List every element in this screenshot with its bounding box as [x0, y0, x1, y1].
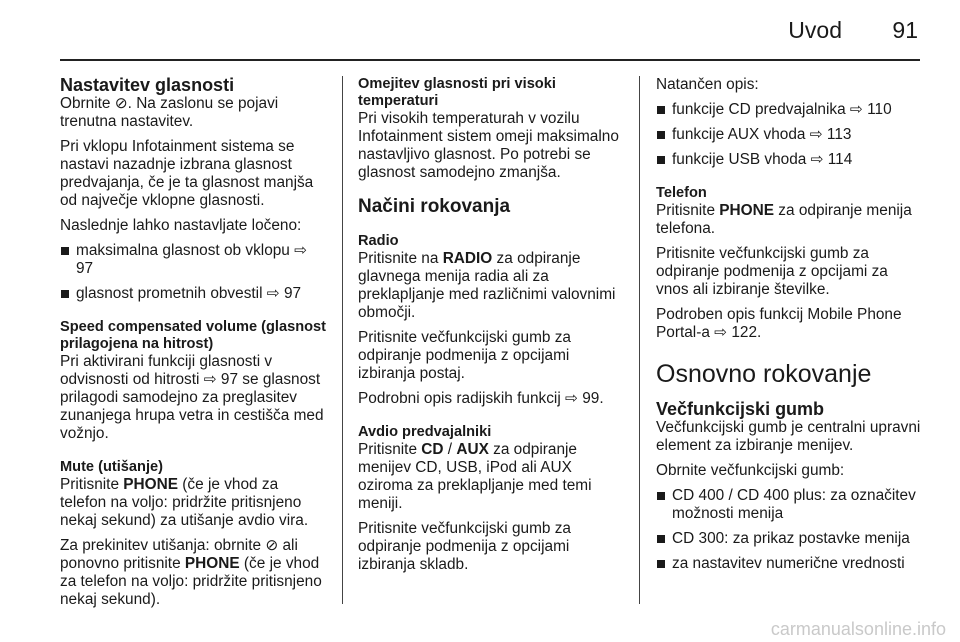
- bullet-list: [60, 242, 326, 303]
- list-item-text: funkcije USB vhoda ⇨ 114: [672, 151, 853, 168]
- heading-multifunction-knob: Večfunkcijski gumb: [656, 399, 825, 419]
- paragraph: Podroben opis funkcij Mobile Phone Portal-a ⇨ 122.: [656, 306, 902, 341]
- list-item: [656, 530, 922, 548]
- list-item-text: za nastavitev numerične vrednosti: [672, 555, 905, 572]
- bullet-list: [656, 101, 922, 169]
- header-rule: [60, 59, 920, 61]
- paragraph: Pritisnite večfunkcijski gumb za odpiranje podmenija z opcijami za vnos ali izbiranje številke.: [656, 245, 888, 298]
- heading-operating-modes: Načini rokovanja: [358, 196, 511, 217]
- text-run: Pritisnite: [358, 441, 422, 458]
- list-item: [656, 126, 922, 144]
- page-header: [0, 0, 960, 62]
- bullet-square-icon: [61, 247, 69, 255]
- bullet-square-icon: [657, 131, 665, 139]
- paragraph: Podrobni opis radijskih funkcij ⇨ 99.: [358, 390, 604, 407]
- heading-speed-compensated: Speed compensated volume (glasnost prilagojena na hitrost): [60, 319, 326, 352]
- list-item-text: CD 300: za prikaz postavke menija: [672, 530, 910, 547]
- paragraph: Pri aktivirani funkciji glasnosti v odvisnosti od hitrosti ⇨ 97 se glasnost prilagodi samodejno za preglasitev zunanjega hrupa vetra in cestišča med vožnjo.: [60, 353, 324, 442]
- list-item: [60, 242, 326, 278]
- paragraph-audio: [358, 441, 624, 513]
- text-run: za odpiranje menija telefona.: [656, 202, 912, 237]
- paragraph-mute: [60, 476, 326, 530]
- bullet-square-icon: [657, 106, 665, 114]
- text-run: za odpiranje glavnega menija radia ali za preklapljanje med različnimi valovnimi območji.: [358, 250, 616, 321]
- bullet-square-icon: [657, 156, 665, 164]
- list-item-text: CD 400 / CD 400 plus: za označitev možnosti menija: [672, 487, 916, 522]
- heading-mute: Mute (utišanje): [60, 459, 163, 475]
- paragraph: Večfunkcijski gumb je centralni upravni element za izbiranje menijev.: [656, 419, 921, 454]
- list-item: [60, 285, 326, 303]
- column-2: [358, 76, 624, 581]
- heading-radio: Radio: [358, 233, 399, 249]
- text-run: Pritisnite na: [358, 250, 443, 267]
- list-item-text: glasnost prometnih obvestil ⇨ 97: [76, 285, 302, 302]
- bullet-square-icon: [657, 492, 665, 500]
- paragraph: Pri vklopu Infotainment sistema se nastavi nazadnje izbrana glasnost predvajanja, če je ta glasnost manjša od največje vklopne glasnosti.: [60, 138, 314, 209]
- column-divider-1: [342, 76, 343, 604]
- page-number: 91: [892, 17, 918, 43]
- heading-phone: Telefon: [656, 185, 707, 201]
- bullet-list: [656, 487, 922, 573]
- text-run: /: [443, 441, 457, 458]
- paragraph: Pri visokih temperaturah v vozilu Infotainment sistem omeji maksimalno nastavljivo glasnost. Po potrebi se glasnost samodejno zmanjša.: [358, 110, 619, 181]
- heading-volume-setting: Nastavitev glasnosti: [60, 75, 235, 95]
- watermark-text: carmanualsonline.info: [770, 619, 946, 639]
- list-item: [656, 101, 922, 119]
- heading-volume-limit: Omejitev glasnosti pri visoki temperaturi: [358, 76, 556, 109]
- column-1: [60, 76, 326, 616]
- column-divider-2: [639, 76, 640, 604]
- paragraph-phone: [656, 202, 922, 238]
- phone-key-label: PHONE: [184, 555, 240, 572]
- phone-key-label: PHONE: [123, 476, 179, 493]
- bullet-square-icon: [61, 290, 69, 298]
- cd-key-label: CD: [421, 441, 444, 458]
- text-run: (če je vhod za telefon na voljo: pridržite pritisnjeno nekaj sekund) za utišanje avdio vira.: [60, 476, 309, 529]
- paragraph: Obrnite večfunkcijski gumb:: [656, 462, 845, 479]
- bullet-square-icon: [657, 535, 665, 543]
- radio-key-label: RADIO: [442, 250, 493, 267]
- text-run: (če je vhod za telefon na voljo: pridržite pritisnjeno nekaj sekund).: [60, 555, 322, 608]
- list-item: [656, 487, 922, 523]
- paragraph: Natančen opis:: [656, 76, 759, 93]
- list-item: [656, 151, 922, 169]
- heading-audio-players: Avdio predvajalniki: [358, 424, 492, 440]
- column-3: [656, 76, 922, 580]
- section-title: Uvod: [788, 17, 842, 43]
- text-run: Pritisnite: [656, 202, 720, 219]
- list-item-text: funkcije CD predvajalnika ⇨ 110: [672, 101, 892, 118]
- heading-basic-operation: Osnovno rokovanje: [656, 360, 872, 388]
- list-item-text: maksimalna glasnost ob vklopu ⇨ 97: [76, 242, 308, 277]
- paragraph: Obrnite ⊘. Na zaslonu se pojavi trenutna nastavitev.: [60, 95, 279, 130]
- phone-key-label: PHONE: [719, 202, 775, 219]
- text-run: Za prekinitev utišanja: obrnite ⊘ ali ponovno pritisnite: [60, 537, 298, 572]
- paragraph: Pritisnite večfunkcijski gumb za odpiranje podmenija z opcijami izbiranja skladb.: [358, 520, 571, 573]
- text-run: za odpiranje menijev CD, USB, iPod ali AUX oziroma za preklapljanje med temi meniji.: [358, 441, 592, 512]
- aux-key-label: AUX: [456, 441, 489, 458]
- text-run: Pritisnite: [60, 476, 124, 493]
- paragraph-radio: [358, 250, 624, 322]
- paragraph: Pritisnite večfunkcijski gumb za odpiranje podmenija z opcijami izbiranja postaj.: [358, 329, 571, 382]
- list-item-text: funkcije AUX vhoda ⇨ 113: [672, 126, 852, 143]
- paragraph-unmute: [60, 537, 326, 609]
- bullet-square-icon: [657, 560, 665, 568]
- paragraph: Naslednje lahko nastavljate ločeno:: [60, 217, 302, 234]
- list-item: [656, 555, 922, 573]
